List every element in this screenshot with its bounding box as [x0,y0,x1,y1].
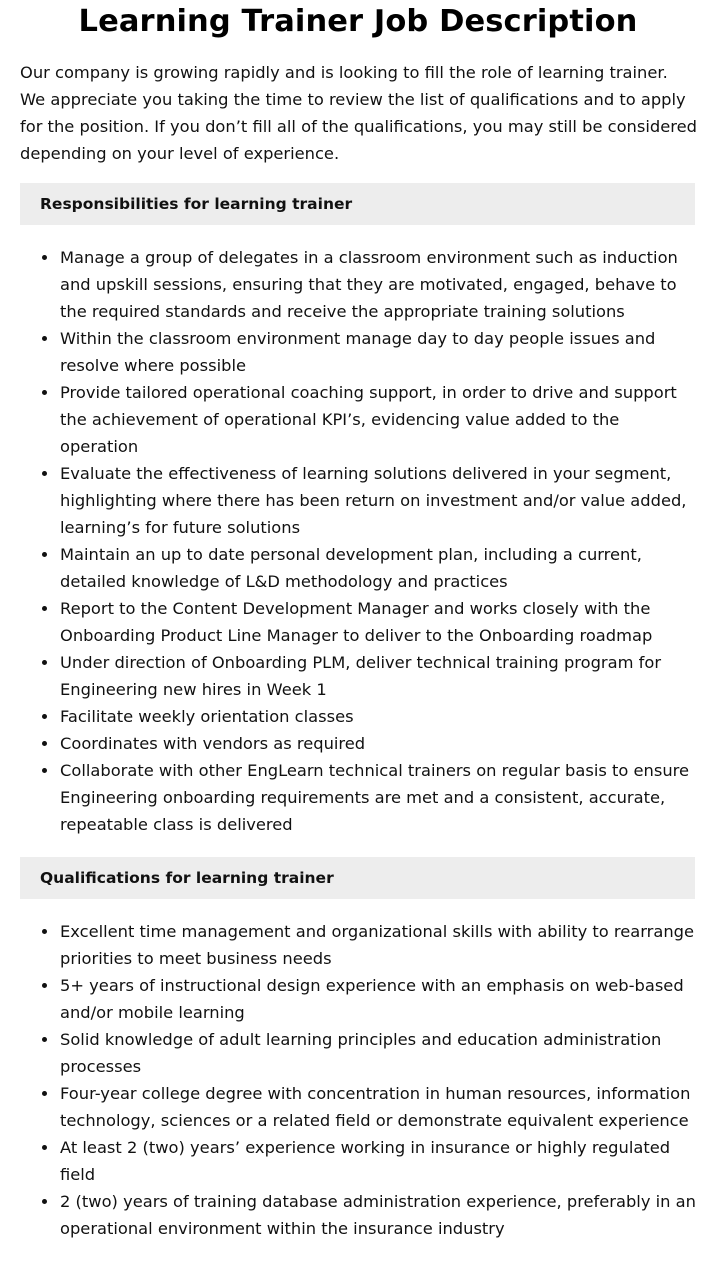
list-item-line: 5+ years of instructional design experience with an emphasis on web-based [60,976,684,995]
list-item-line: and/or mobile learning [60,1003,245,1022]
responsibilities-list [0,244,700,838]
list-item-line: Manage a group of delegates in a classroom environment such as induction [60,248,678,267]
list-item [0,972,700,1026]
list-item [0,325,700,379]
list-item-line: operation [60,437,139,456]
list-item [0,649,700,703]
intro-line: We appreciate you taking the time to review the list of qualifications and to apply [20,90,686,109]
list-item-line: highlighting where there has been return on investment and/or value added, [60,491,687,510]
list-item [0,460,700,541]
list-item-line: Coordinates with vendors as required [60,734,366,753]
list-item-line: priorities to meet business needs [60,949,332,968]
list-item-line: Four-year college degree with concentration in human resources, information [60,1084,691,1103]
list-item [0,244,700,325]
list-item-line: Maintain an up to date personal development plan, including a current, [60,545,642,564]
list-item-line: Solid knowledge of adult learning principles and education administration [60,1030,662,1049]
list-item-line: learning’s for future solutions [60,518,301,537]
list-item-line: Collaborate with other EngLearn technical trainers on regular basis to ensure [60,761,690,780]
list-item-line: Excellent time management and organizational skills with ability to rearrange [60,922,694,941]
list-item [0,730,700,757]
intro-line: depending on your level of experience. [20,144,340,163]
list-item-line: Provide tailored operational coaching support, in order to drive and support [60,383,677,402]
list-item [0,541,700,595]
list-item-line: field [60,1165,96,1184]
list-item [0,595,700,649]
qualifications-list [0,918,700,1242]
list-item [0,918,700,972]
responsibilities-heading: Responsibilities for learning trainer [20,183,695,225]
list-item-line: Evaluate the effectiveness of learning solutions delivered in your segment, [60,464,672,483]
list-item-line: At least 2 (two) years’ experience working in insurance or highly regulated [60,1138,671,1157]
intro-paragraph [20,59,710,167]
list-item [0,1134,700,1188]
intro-line: Our company is growing rapidly and is looking to fill the role of learning trainer. [20,63,668,82]
page-title: Learning Trainer Job Description [78,4,638,39]
list-item-line: Under direction of Onboarding PLM, deliver technical training program for [60,653,662,672]
list-item-line: processes [60,1057,142,1076]
list-item-line: Report to the Content Development Manager and works closely with the [60,599,651,618]
list-item [0,1188,700,1242]
list-item-line: Engineering new hires in Week 1 [60,680,327,699]
list-item-line: Within the classroom environment manage day to day people issues and [60,329,656,348]
list-item-line: Onboarding Product Line Manager to deliver to the Onboarding roadmap [60,626,653,645]
list-item-line: operational environment within the insurance industry [60,1219,505,1238]
list-item [0,1026,700,1080]
list-item-line: 2 (two) years of training database administration experience, preferably in an [60,1192,696,1211]
list-item-line: and upskill sessions, ensuring that they are motivated, engaged, behave to [60,275,677,294]
list-item [0,703,700,730]
list-item-line: Facilitate weekly orientation classes [60,707,354,726]
qualifications-heading: Qualifications for learning trainer [20,857,695,899]
list-item-line: the achievement of operational KPI’s, evidencing value added to the [60,410,620,429]
intro-line: for the position. If you don’t fill all of the qualifications, you may still be considered [20,117,697,136]
list-item-line: Engineering onboarding requirements are met and a consistent, accurate, [60,788,666,807]
list-item [0,1080,700,1134]
list-item-line: the required standards and receive the appropriate training solutions [60,302,625,321]
list-item-line: resolve where possible [60,356,246,375]
list-item-line: technology, sciences or a related field or demonstrate equivalent experience [60,1111,689,1130]
list-item-line: detailed knowledge of L&D methodology and practices [60,572,508,591]
list-item [0,379,700,460]
list-item-line: repeatable class is delivered [60,815,293,834]
list-item [0,757,700,838]
